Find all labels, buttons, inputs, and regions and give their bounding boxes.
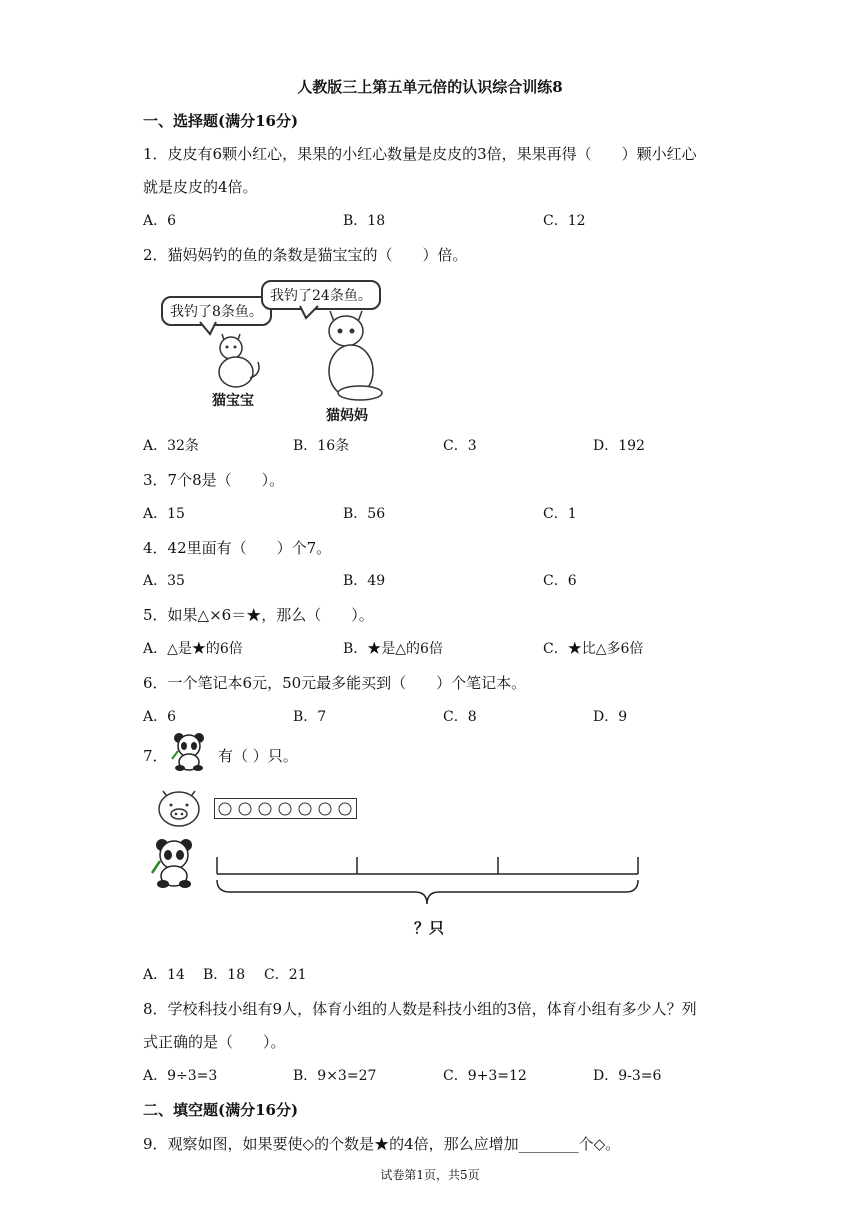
q6-option-a[interactable]: A．6 [143,709,177,725]
q2-option-b[interactable]: B．16条 [293,438,350,454]
brace-label: ？只 [414,919,445,937]
kitten-icon [206,326,266,396]
q2-text: 2．猫妈妈钓的鱼的条数是猫宝宝的（ ）倍。 [143,246,468,264]
q1-text-line1: 1．皮皮有6颗小红心，果果的小红心数量是皮皮的3倍，果果再得（ ）颗小红心 [143,145,697,163]
page-title: 人教版三上第五单元倍的认识综合训练8 [297,78,563,96]
q7-number: 7． [143,747,168,765]
section-2-heading: 二、填空题(满分16分) [143,1101,299,1119]
q1-option-b[interactable]: B．18 [343,213,386,229]
q8-option-c[interactable]: C．9+3=12 [443,1068,527,1084]
q1-option-c[interactable]: C．12 [543,213,586,229]
q7-option-a[interactable]: A．14 [143,967,185,983]
q7-text: 有（ ）只。 [218,747,298,765]
q3-text: 3．7个8是（ ）。 [143,471,285,489]
q5-option-b[interactable]: B．★是△的6倍 [343,641,443,657]
pig-icon [155,785,203,829]
q7-option-c[interactable]: C．21 [264,967,307,983]
q2-option-d[interactable]: D．192 [593,438,645,454]
q8-option-d[interactable]: D．9-3=6 [593,1068,662,1084]
q5-option-a[interactable]: A．△是★的6倍 [143,641,243,657]
panda-large-icon [150,837,200,889]
q3-option-a[interactable]: A．15 [143,506,185,522]
pig-bar [214,798,360,822]
q8-text-line2: 式正确的是（ ）。 [143,1033,286,1051]
section-1-heading: 一、选择题(满分16分) [143,112,299,130]
speech-bubble-small: 我钓了8条鱼。 [161,296,272,326]
mother-cat-icon [318,305,388,405]
q4-option-b[interactable]: B．49 [343,573,386,589]
q5-text: 5．如果△×6＝★，那么（ ）。 [143,606,374,624]
q8-option-b[interactable]: B．9×3=27 [293,1068,377,1084]
q9-text: 9．观察如图，如果要使◇的个数是★的4倍，那么应增加________个◇。 [143,1135,621,1153]
q3-option-c[interactable]: C．1 [543,506,577,522]
q1-text-line2: 就是皮皮的4倍。 [143,178,258,196]
q8-option-a[interactable]: A．9÷3=3 [143,1068,218,1084]
q5-option-c[interactable]: C．★比△多6倍 [543,641,644,657]
q2-option-c[interactable]: C．3 [443,438,477,454]
q8-text-line1: 8．学校科技小组有9人，体育小组的人数是科技小组的3倍，体育小组有多少人？列 [143,1000,697,1018]
label-kitten: 猫宝宝 [212,393,254,409]
q2-option-a[interactable]: A．32条 [143,438,199,454]
q3-option-b[interactable]: B．56 [343,506,386,522]
label-mother-cat: 猫妈妈 [326,408,368,424]
q6-option-c[interactable]: C．8 [443,709,477,725]
speech-bubble-big: 我钓了24条鱼。 [261,280,381,310]
q4-text: 4．42里面有（ ）个7。 [143,539,332,557]
q7-option-b[interactable]: B．18 [203,967,246,983]
q4-option-c[interactable]: C．6 [543,573,577,589]
q4-option-a[interactable]: A．35 [143,573,185,589]
q6-text: 6．一个笔记本6元，50元最多能买到（ ）个笔记本。 [143,674,527,692]
page-footer: 试卷第1页，共5页 [380,1168,480,1182]
q6-option-d[interactable]: D．9 [593,709,628,725]
q6-option-b[interactable]: B．7 [293,709,327,725]
q1-option-a[interactable]: A．6 [143,213,177,229]
panda-icon [170,731,208,771]
